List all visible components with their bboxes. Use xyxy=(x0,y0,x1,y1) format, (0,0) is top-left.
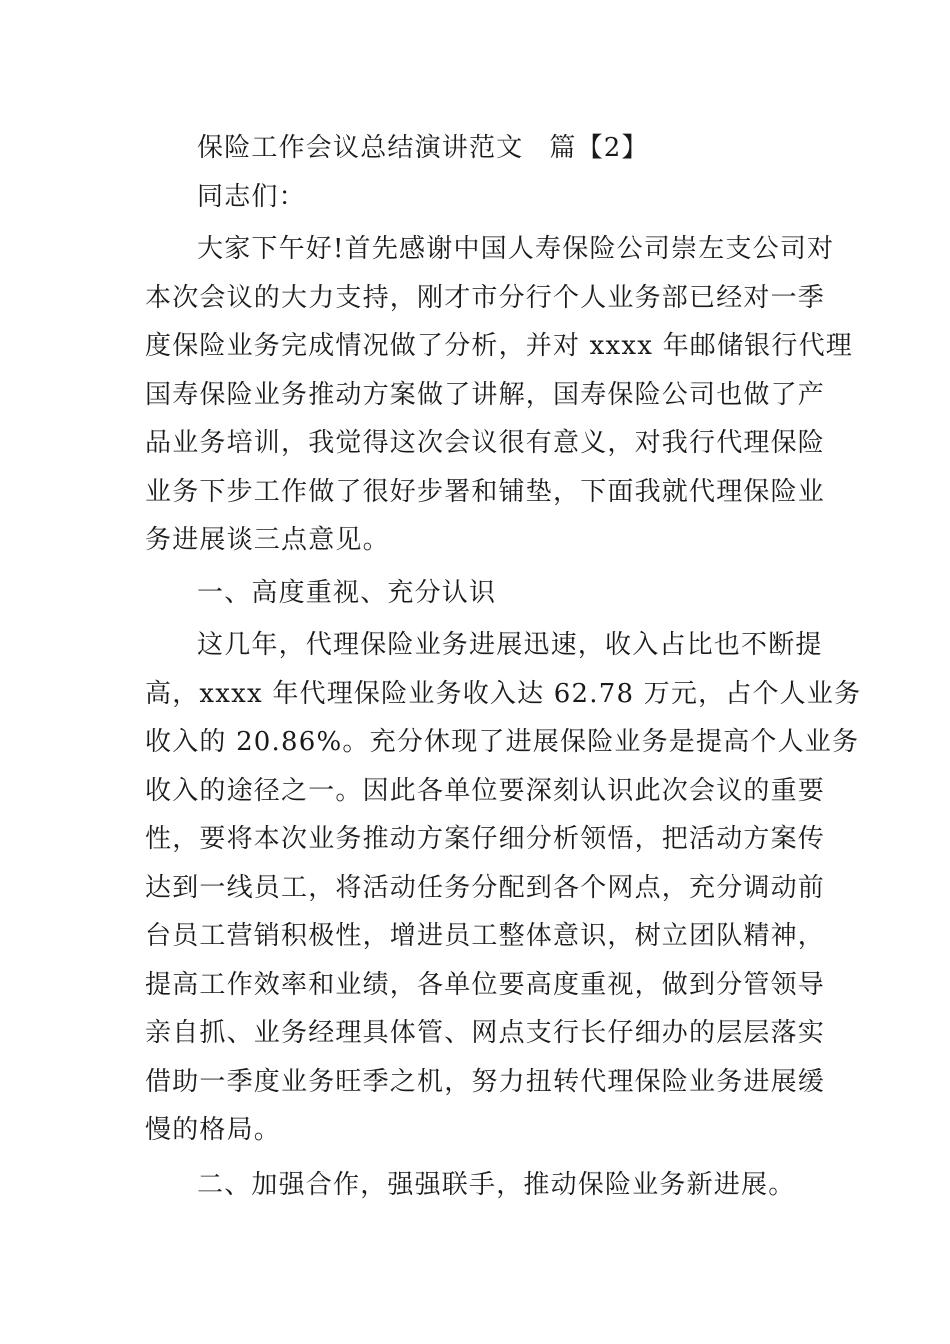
paragraph-line: 国寿保险业务推动方案做了讲解，国寿保险公司也做了产 xyxy=(145,379,826,410)
paragraph-line: 本次会议的大力支持，刚才市分行个人业务部已经对一季 xyxy=(145,282,826,313)
paragraph-line: 高，xxxx 年代理保险业务收入达 62.78 万元，占个人业务 xyxy=(145,678,862,709)
paragraph-2 xyxy=(145,621,862,1155)
paragraph-line: 性，要将本次业务推动方案仔细分析领悟，把活动方案传 xyxy=(145,824,826,854)
document-title xyxy=(145,124,807,173)
paragraph-line: 大家下午好!首先感谢中国人寿保险公司崇左支公司对 xyxy=(197,234,835,264)
paragraph-line: 达到一线员工，将活动任务分配到各个网点，充分调动前 xyxy=(145,872,826,903)
paragraph-line: 慢的格局。 xyxy=(145,1115,282,1145)
paragraph-1 xyxy=(145,225,853,565)
section-heading-1: 一、高度重视、充分认识 xyxy=(197,577,497,608)
paragraph-line: 业务下步工作做了很好步署和铺垫，下面我就代理保险业 xyxy=(145,476,826,507)
paragraph-line: 借助一季度业务旺季之机，努力扭转代理保险业务进展缓 xyxy=(145,1066,826,1097)
paragraph-line: 提高工作效率和业绩，各单位要高度重视，做到分管领导 xyxy=(145,969,826,1000)
section-heading-2: 二、加强合作，强强联手，推动保险业务新进展。 xyxy=(197,1169,796,1200)
paragraph-line: 收入的 20.86%。充分休现了进展保险业务是提高个人业务 xyxy=(145,727,860,757)
title-text: 保险工作会议总结演讲范文 xyxy=(197,133,524,163)
paragraph-line: 这几年，代理保险业务进展迅速，收入占比也不断提 xyxy=(197,630,823,660)
document-body xyxy=(145,124,862,1209)
salutation: 同志们： xyxy=(197,181,306,212)
title-suffix: 篇【2】 xyxy=(549,133,649,163)
paragraph-line: 收入的途径之一。因此各单位要深刻认识此次会议的重要 xyxy=(145,775,826,806)
paragraph-line: 度保险业务完成情况做了分析，并对 xxxx 年邮储银行代理 xyxy=(145,331,853,361)
paragraph-line: 务进展谈三点意见。 xyxy=(145,525,390,555)
paragraph-line: 台员工营销积极性，增进员工整体意识，树立团队精神， xyxy=(145,921,826,951)
paragraph-line: 品业务培训，我觉得这次会议很有意义，对我行代理保险 xyxy=(145,428,826,458)
paragraph-line: 亲自抓、业务经理具体管、网点支行长仔细办的层层落实 xyxy=(145,1018,826,1048)
